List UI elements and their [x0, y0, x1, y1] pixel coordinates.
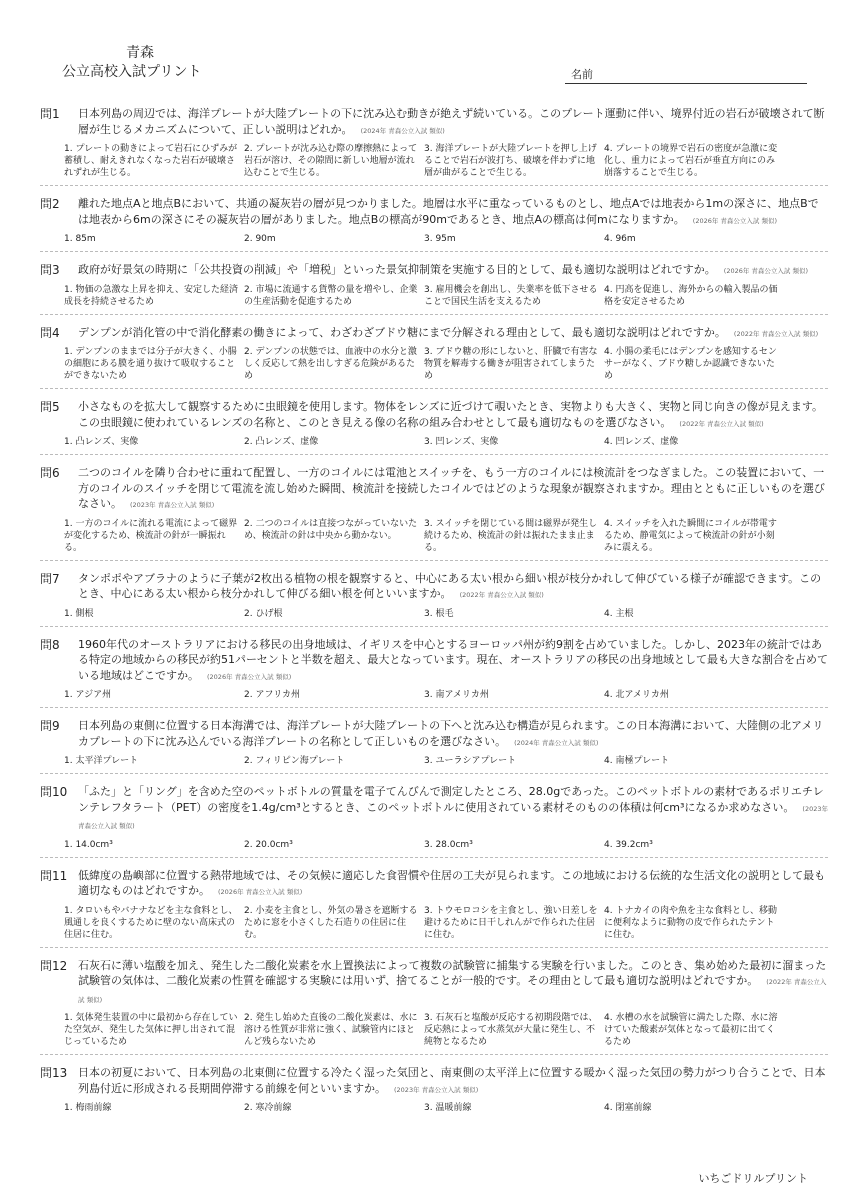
question-text: 離れた地点Aと地点Bにおいて、共通の凝灰岩の層が見つかりました。地層は水平に重なっているものとし、地点Aでは地表から1mの深さに、地点Bでは地表から6mの深さにその凝灰岩の層がありました。地点Bの標高が90mであるとき、地点Aの標高は何mになりますか。: [78, 197, 819, 226]
answer-choice[interactable]: 3. ブドウ糖の形にしないと、肝臓で有害な物質を解毒する働きが阻害されてしまうため: [424, 347, 598, 381]
worksheet-title: 公立高校入試プリント: [62, 64, 202, 80]
answer-choice[interactable]: 1. 側根: [64, 608, 94, 619]
choice-list: [64, 436, 828, 448]
question-text-wrap: [78, 571, 828, 604]
question-row: [40, 718, 828, 751]
answer-choice[interactable]: 3. 海洋プレートが大陸プレートを押し上げることで岩石が波打ち、破壊を伴わずに地層が曲がることで生じる。: [424, 144, 597, 178]
answer-choice[interactable]: 1. 太平洋プレート: [64, 756, 139, 766]
answer-choice[interactable]: 4. 小腸の柔毛にはデンプンを感知するセンサーがなく、ブドウ糖しか認識できないため: [604, 347, 777, 381]
question-number: 問2: [40, 197, 60, 211]
answer-choice[interactable]: 3. ユーラシアプレート: [424, 756, 517, 766]
question-source: (2022年 青森公立入試 類似): [459, 591, 544, 599]
answer-choice[interactable]: 1. 物価の急激な上昇を抑え、安定した経済成長を持続させるため: [64, 284, 238, 307]
choice-list: [64, 839, 828, 851]
question-source: (2026年 青森公立入試 類似): [723, 267, 809, 275]
question-row: [40, 196, 828, 229]
answer-choice[interactable]: 4. 北アメリカ州: [604, 690, 669, 700]
question-text: 低緯度の島嶼部に位置する熱帯地域では、その気候に適応した食習慣や住居の工夫が見られます。この地域における伝統的な生活文化の説明として最も適切なものはどれですか。: [78, 868, 826, 897]
question-text: 日本列島の東側に位置する日本海溝では、海洋プレートが大陸プレートの下へと沈み込む構造が見られます。この日本海溝において、大陸側の北アメリカプレートの下に沈み込んでいる海洋プレートの名称として正しいものを選びなさい。: [78, 719, 824, 748]
question-block: [40, 193, 828, 252]
question-row: [40, 465, 828, 514]
question-list: [40, 103, 828, 1127]
question-source: (2024年 青森公立入試 類似): [360, 126, 445, 135]
footer-brand: いちごドリルプリント: [698, 1172, 808, 1185]
question-text: 日本の初夏において、日本列島の北東側に位置する冷たく湿った気団と、南東側の太平洋上に位置する暖かく湿った気団の勢力がつり合うことで、日本列島付近に形成される長期間停滞する前線を何といいますか。: [78, 1066, 826, 1095]
question-number: 問7: [40, 571, 60, 586]
question-block: [40, 955, 828, 1056]
choice-list: [64, 608, 828, 620]
question-number: 問10: [40, 785, 68, 799]
question-row: [40, 868, 828, 901]
answer-choice[interactable]: 2. フィリピン海プレート: [244, 756, 345, 766]
answer-choice[interactable]: 3. 28.0cm³: [424, 839, 473, 850]
answer-choice[interactable]: 4. 円高を促進し、海外からの輸入製品の価格を安定させるため: [604, 284, 778, 307]
answer-choice[interactable]: 4. 水槽の水を試験管に満たした際、水に溶けていた酸素が気体となって最初に出てくるため: [604, 1013, 778, 1047]
question-row: [40, 571, 828, 604]
answer-choice[interactable]: 1. プレートの動きによって岩石にひずみが蓄積し、耐えきれなくなった岩石が破壊されずれが生じる。: [64, 144, 238, 178]
question-block: [40, 1062, 828, 1120]
question-text: 1960年代のオーストラリアにおける移民の出身地域は、イギリスを中心とするヨーロッパ州が約9割を占めていました。しかし、2023年の統計ではある特定の地域からの移民が約51パーセントと半数を超え、最大となっています。現在、オーストラリアの移民の出身地域として最も大きな割合を占めている地域はどこですか。: [78, 637, 829, 682]
question-block: [40, 259, 828, 315]
answer-choice[interactable]: 4. 閉塞前線: [604, 1103, 652, 1113]
question-source: (2022年 青森公立入試 類似): [679, 419, 764, 428]
answer-choice[interactable]: 2. 寒冷前線: [244, 1103, 292, 1113]
question-text: 石灰石に薄い塩酸を加え、発生した二酸化炭素を水上置換法によって複数の試験管に捕集する実験を行いました。このとき、集め始めた最初に溜まった試験管の気体は、二酸化炭素の性質を確認する実験には用いず、捨てることが一般的です。その理由として最も適切な説明はどれですか。: [78, 958, 827, 987]
answer-choice[interactable]: 1. 梅雨前線: [64, 1103, 112, 1113]
question-number: 問1: [40, 107, 60, 121]
answer-choice[interactable]: 1. 気体発生装置の中に最初から存在していた空気が、発生した気体に押し出されて混じっているため: [64, 1013, 238, 1047]
question-source: (2026年 青森公立入試 類似): [692, 216, 778, 225]
answer-choice[interactable]: 4. トナカイの肉や魚を主な食料とし、移動に便利なように動物の皮で作られたテントに住む。: [604, 905, 777, 940]
question-number: 問12: [40, 958, 68, 973]
question-text-wrap: [78, 784, 828, 835]
question-block: [40, 462, 828, 561]
question-text-wrap: [78, 868, 828, 901]
question-number: 問9: [40, 719, 60, 733]
question-source: (2023年 青森公立入試 類似): [394, 1085, 479, 1094]
question-block: [40, 715, 828, 774]
choice-list: [64, 233, 828, 245]
answer-choice[interactable]: 4. 39.2cm³: [604, 839, 653, 850]
question-text: タンポポやアブラナのように子葉が2枚出る植物の根を観察すると、中心にある太い根から細い根が枝分かれして伸びている様子が確認できます。このとき、中心にある太い根から枝分かれして伸びる細い根を何といいますか。: [78, 571, 822, 600]
answer-choice[interactable]: 1. 85m: [64, 234, 96, 244]
question-block: [40, 781, 828, 858]
answer-choice[interactable]: 4. スイッチを入れた瞬間にコイルが帯電するため、静電気によって検流計の針が小刻みに震える。: [604, 518, 777, 553]
answer-choice[interactable]: 1. 一方のコイルに流れる電流によって磁界が変化するため、検流計の針が一瞬振れる。: [64, 518, 238, 553]
question-text-wrap: [78, 958, 828, 1009]
choice-list: [64, 1012, 828, 1048]
choice-list: [64, 346, 828, 382]
question-text-wrap: [78, 262, 828, 280]
name-field[interactable]: [565, 83, 807, 84]
answer-choice[interactable]: 3. 温暖前線: [424, 1103, 472, 1113]
answer-choice[interactable]: 4. 凹レンズ、虚像: [604, 437, 679, 447]
question-row: [40, 262, 828, 280]
answer-choice[interactable]: 2. アフリカ州: [244, 690, 300, 700]
question-text-wrap: [78, 399, 828, 432]
question-text: 日本列島の周辺では、海洋プレートが大陸プレートの下に沈み込む動きが絶えず続いている。このプレート運動に伴い、境界付近の岩石が破壊されて断層が生じるメカニズムについて、正しい説明はどれか。: [78, 107, 825, 136]
prefecture-title: 青森: [126, 45, 154, 61]
answer-choice[interactable]: 4. プレートの境界で岩石の密度が急激に変化し、重力によって岩石が垂直方向にのみ崩落することで生じる。: [604, 144, 778, 178]
answer-choice[interactable]: 3. 95m: [424, 234, 456, 244]
answer-choice[interactable]: 2. デンプンの状態では、血液中の水分と激しく反応して熱を出しすぎる危険があるため: [244, 347, 417, 381]
name-label: 名前: [571, 68, 593, 81]
question-source: (2024年 青森公立入試 類似): [514, 738, 599, 747]
question-source: (2023年 青森公立入試 類似): [78, 804, 828, 830]
question-block: [40, 396, 828, 455]
question-block: [40, 568, 828, 627]
choice-list: [64, 689, 828, 701]
answer-choice[interactable]: 4. 主根: [604, 608, 634, 619]
question-row: [40, 1065, 828, 1098]
question-row: [40, 106, 828, 139]
answer-choice[interactable]: 2. 90m: [244, 234, 276, 244]
question-text: デンプンが消化管の中で消化酵素の働きによって、わざわざブドウ糖にまで分解される理由として、最も適切な説明はどれですか。: [78, 325, 726, 339]
answer-choice[interactable]: 1. タロいもやバナナなどを主な食料とし、風通しを良くするために壁のない高床式の住居に住む。: [64, 905, 238, 940]
question-text: 二つのコイルを隣り合わせに重ねて配置し、一方のコイルには電池とスイッチを、もう一方のコイルには検流計をつなぎました。この装置において、一方のコイルのスイッチを閉じて電流を流し始めた瞬間、検流計を接続したコイルではどのような現象が観察されますか。理由とともに正しいものを選びなさい。: [78, 466, 825, 510]
answer-choice[interactable]: 4. 南極プレート: [604, 756, 670, 766]
answer-choice[interactable]: 4. 96m: [604, 234, 636, 244]
answer-choice[interactable]: 2. 二つのコイルは直接つながっていないため、検流計の針は中央から動かない。: [244, 518, 418, 541]
question-text: 政府が好景気の時期に「公共投資の削減」や「増税」といった景気抑制策を実施する目的として、最も適切な説明はどれですか。: [78, 263, 716, 276]
answer-choice[interactable]: 3. 根毛: [424, 608, 454, 619]
choice-list: [64, 518, 828, 554]
answer-choice[interactable]: 1. 14.0cm³: [64, 839, 113, 850]
answer-choice[interactable]: 2. ひげ根: [244, 608, 283, 619]
question-number: 問6: [40, 466, 60, 480]
choice-list: [64, 143, 828, 179]
choice-list: [64, 1102, 828, 1114]
question-text: 小さなものを拡大して観察するために虫眼鏡を使用します。物体をレンズに近づけて覗いたとき、実物よりも大きく、実物と同じ向きの像が見えます。この虫眼鏡に使われているレンズの名称と、このとき見える像の名称の組み合わせとして最も適切なものを選びなさい。: [78, 400, 823, 429]
answer-choice[interactable]: 2. 市場に流通する貨幣の量を増やし、企業の生産活動を促進するため: [244, 284, 418, 307]
answer-choice[interactable]: 2. 凸レンズ、虚像: [244, 437, 319, 447]
answer-choice[interactable]: 2. 小麦を主食とし、外気の暑さを遮断するために窓を小さくした石造りの住居に住む。: [244, 905, 418, 940]
answer-choice[interactable]: 2. プレートが沈み込む際の摩擦熱によって岩石が溶け、その隙間に新しい地層が流れ込むことで生じる。: [244, 144, 418, 178]
answer-choice[interactable]: 1. デンプンのままでは分子が大きく、小腸の細胞にある膜を通り抜けて吸収することができないため: [64, 347, 237, 381]
question-number: 問5: [40, 400, 60, 414]
question-row: [40, 784, 828, 835]
question-block: [40, 634, 828, 709]
question-text-wrap: [78, 325, 828, 343]
question-text-wrap: [78, 637, 828, 686]
question-text-wrap: [78, 718, 828, 751]
question-row: [40, 637, 828, 686]
question-text-wrap: [78, 106, 828, 139]
answer-choice[interactable]: 3. スイッチを閉じている間は磁界が発生し続けるため、検流計の針は振れたまま止まる。: [424, 518, 598, 553]
question-text-wrap: [78, 465, 828, 514]
question-row: [40, 325, 828, 343]
worksheet-header: [0, 0, 848, 100]
answer-choice[interactable]: 1. 凸レンズ、実像: [64, 437, 139, 447]
answer-choice[interactable]: 1. アジア州: [64, 690, 112, 700]
choice-list: [64, 755, 828, 767]
question-number: 問3: [40, 263, 60, 277]
question-block: [40, 865, 828, 948]
question-source: (2023年 青森公立入試 類似): [130, 501, 215, 509]
question-text-wrap: [78, 1065, 828, 1098]
question-block: [40, 322, 828, 390]
question-number: 問13: [40, 1066, 68, 1080]
question-text: 「ふた」と「リング」を含めた空のペットボトルの質量を電子てんびんで測定したところ、28.0gであった。このペットボトルの素材であるポリエチレンテレフタラート（PET）の密度を1.4g/cm³とするとき、このペットボトルに使用されている素材そのものの体積は何cm³になるか求めなさい。: [78, 785, 824, 814]
answer-choice[interactable]: 3. トウモロコシを主食とし、強い日差しを避けるために日干しれんがで作られた住居に住む。: [424, 905, 598, 940]
choice-list: [64, 284, 828, 308]
question-text-wrap: [78, 196, 828, 229]
question-number: 問11: [40, 868, 68, 883]
answer-choice[interactable]: 2. 20.0cm³: [244, 839, 293, 850]
question-number: 問8: [40, 637, 60, 652]
question-source: (2026年 青森公立入試 類似): [218, 888, 303, 896]
answer-choice[interactable]: 3. 南アメリカ州: [424, 690, 489, 700]
choice-list: [64, 905, 828, 941]
answer-choice[interactable]: 2. 発生し始めた直後の二酸化炭素は、水に溶ける性質が非常に強く、試験管内にほとんど残らないため: [244, 1013, 418, 1047]
answer-choice[interactable]: 3. 凹レンズ、実像: [424, 437, 499, 447]
question-row: [40, 399, 828, 432]
question-block: [40, 103, 828, 186]
question-row: [40, 958, 828, 1009]
question-source: (2022年 青森公立入試 類似): [733, 329, 819, 338]
question-number: 問4: [40, 325, 60, 340]
answer-choice[interactable]: 3. 雇用機会を創出し、失業率を低下させることで国民生活を支えるため: [424, 284, 598, 307]
question-source: (2022年 青森公立入試 類似): [78, 978, 827, 1004]
question-source: (2026年 青森公立入試 類似): [207, 672, 292, 681]
answer-choice[interactable]: 3. 石灰石と塩酸が反応する初期段階では、反応熱によって水蒸気が大量に発生し、不純物となるため: [424, 1013, 598, 1047]
